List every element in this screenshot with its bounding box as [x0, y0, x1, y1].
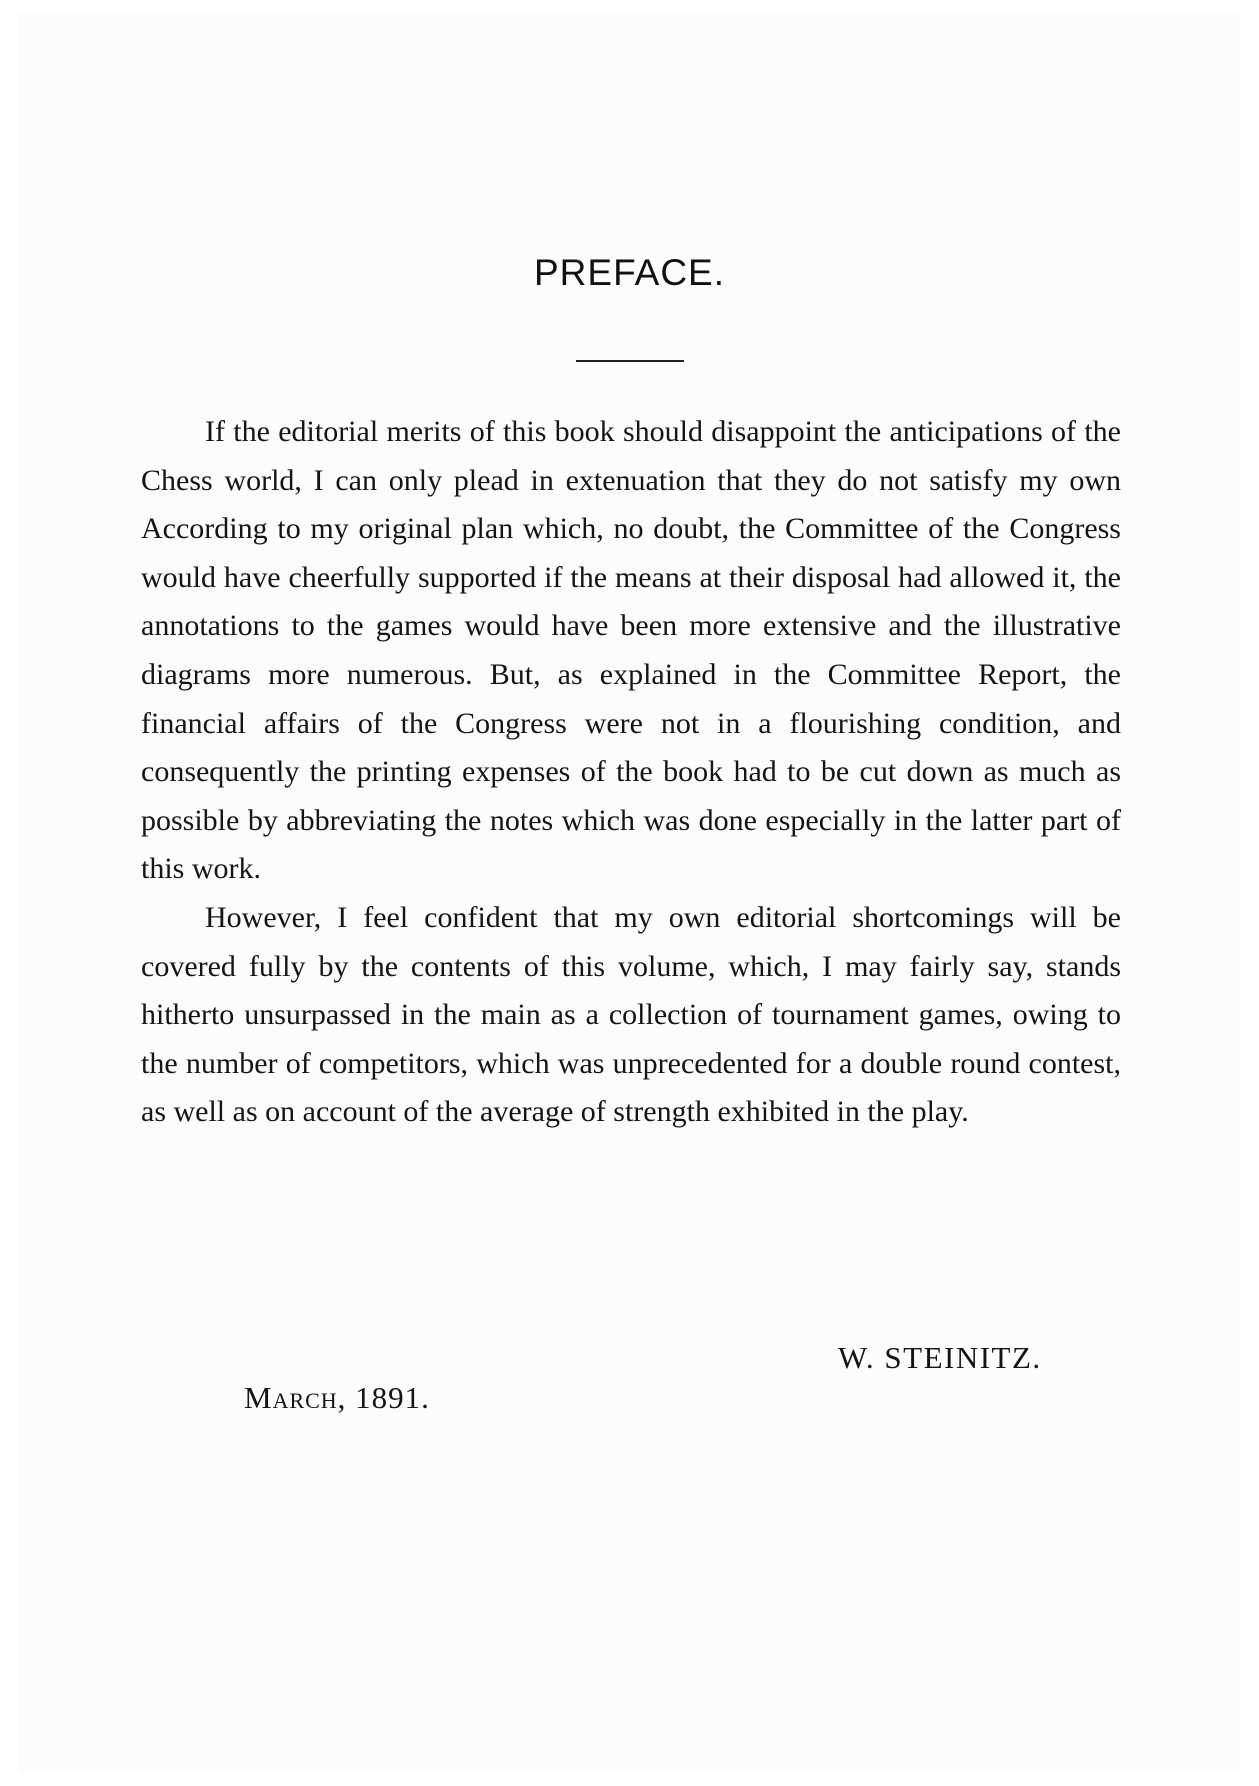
paragraph-2: However, I feel confident that my own editorial shortcomings will be covered fully by the contents of this volume, which, I may fairly say, stands hitherto unsurpassed in the main as a collection of tournament games, owing to the number of competitors, which was unprecedented for a double round contest, as well as on account of the average of strength exhibited in the play.	[141, 900, 1121, 1129]
page-title: PREFACE.	[534, 252, 725, 293]
title-divider	[576, 360, 684, 362]
preface-body	[141, 408, 1121, 1137]
paragraph-1: If the editorial merits of this book should disappoint the anticipations of the Chess world, I can only plead in extenuation that they do not satisfy my own According to my original plan which, no doubt, the Committee of the Congress would have cheerfully supported if the means at their disposal had allowed it, the annotations to the games would have been more extensive and the illustrative diagrams more numerous. But, as explained in the Committee Report, the financial affairs of the Congress were not in a flourishing condition, and consequently the printing expenses of the book had to be cut down as much as possible by abbreviating the notes which was done especially in the latter part of this work.	[141, 415, 1121, 886]
author-signature: W. STEINITZ.	[838, 1340, 1042, 1375]
preface-date: March, 1891.	[244, 1380, 430, 1415]
